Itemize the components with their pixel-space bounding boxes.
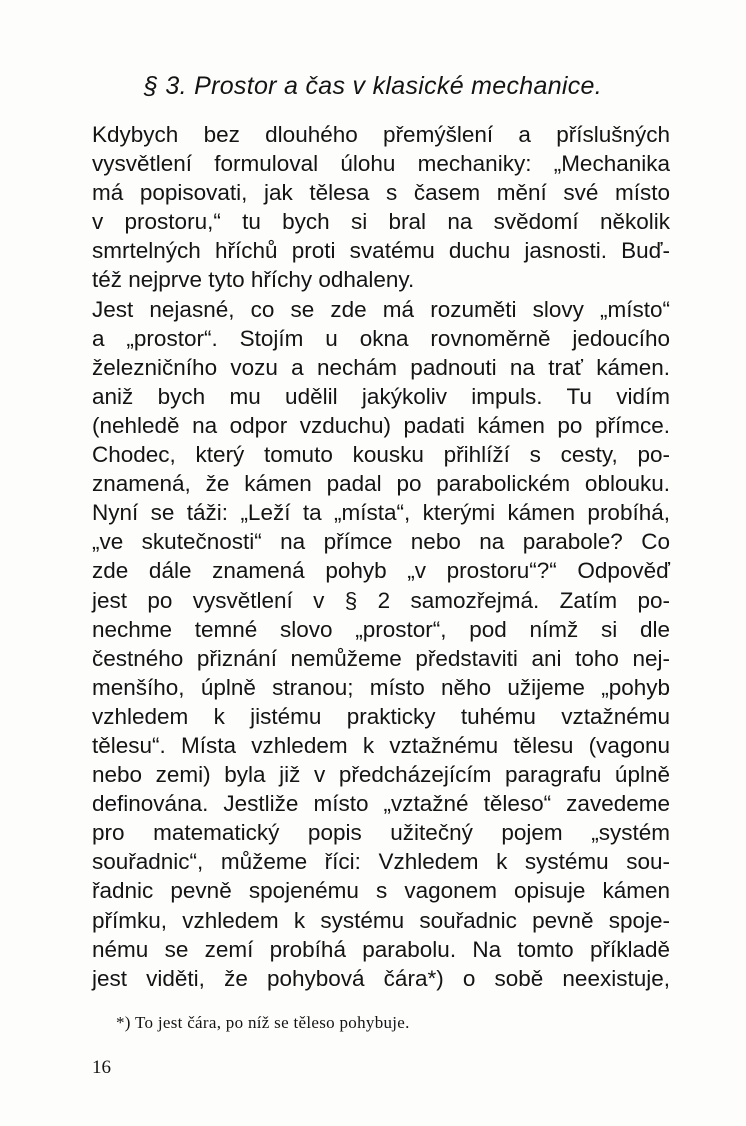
body-text: [92, 120, 670, 993]
text-line: souřadnic“, můžeme říci: Vzhledem k systému sou-: [92, 849, 670, 875]
text-line: a „prostor“. Stojím u okna rovnoměrně jedoucího: [92, 325, 670, 351]
text-line: v prostoru,“ tu bych si bral na svědomí několik: [92, 209, 670, 235]
text-line: nému se zemí probíhá parabolu. Na tomto příkladě: [92, 936, 670, 962]
text-line: vysvětlení formuloval úlohu mechaniky: „Mechanika: [92, 151, 670, 177]
text-line: pro matematický popis užitečný pojem „systém: [92, 820, 670, 846]
text-line: má popisovati, jak tělesa s časem mění své místo: [92, 180, 670, 206]
text-line: (nehledě na odpor vzduchu) padati kámen po přímce.: [92, 412, 670, 438]
page-number: 16: [92, 1057, 111, 1078]
text-line: „ve skutečnosti“ na přímce nebo na parabole? Co: [92, 529, 670, 555]
text-line: Jest nejasné, co se zde má rozuměti slovy „místo“: [92, 296, 670, 322]
paragraph-1: [92, 120, 670, 295]
section-heading: § 3. Prostor a čas v klasické mechanice.: [143, 72, 603, 100]
text-line: znamená, že kámen padal po parabolickém oblouku.: [92, 471, 670, 497]
text-line: řadnic pevně spojenému s vagonem opisuje kámen: [92, 878, 670, 904]
text-line: tělesu“. Místa vzhledem k vztažnému tělesu (vagonu: [92, 732, 670, 758]
text-line: též nejprve tyto hříchy odhaleny.: [92, 267, 415, 293]
footnote: *) To jest čára, po níž se těleso pohybuje.: [116, 1013, 410, 1032]
text-line: definována. Jestliže místo „vztažné těleso“ zavedeme: [92, 791, 670, 817]
text-line: menšího, úplně stranou; místo něho užijeme „pohyb: [92, 674, 670, 700]
text-line: vzhledem k jistému prakticky tuhému vztažnému: [92, 703, 670, 729]
text-line: Nyní se táži: „Leží ta „místa“, kterými kámen probíhá,: [92, 500, 670, 526]
text-line: zde dále znamená pohyb „v prostoru“?“ Odpověď: [92, 558, 670, 584]
text-line: nechme temné slovo „prostor“, pod nímž si dle: [92, 616, 670, 642]
text-line: smrtelných hříchů proti svatému duchu jasnosti. Buď-: [92, 238, 670, 264]
paragraph-2: [92, 295, 670, 993]
text-line: Chodec, který tomuto kousku přihlíží s cesty, po-: [92, 442, 670, 468]
text-line: přímku, vzhledem k systému souřadnic pevně spoje-: [92, 907, 670, 933]
text-line: Kdybych bez dlouhého přemýšlení a příslušných: [92, 122, 670, 147]
text-line: nebo zemi) byla již v předcházejícím paragrafu úplně: [92, 762, 670, 788]
text-line: aniž bych mu udělil jakýkoliv impuls. Tu vidím: [92, 383, 670, 409]
text-line: jest po vysvětlení v § 2 samozřejmá. Zatím po-: [92, 587, 670, 613]
text-line: jest viděti, že pohybová čára*) o sobě neexistuje,: [92, 965, 670, 991]
text-line: železničního vozu a nechám padnouti na trať kámen.: [92, 354, 670, 380]
text-line: čestného přiznání nemůžeme představiti ani toho nej-: [92, 645, 670, 671]
